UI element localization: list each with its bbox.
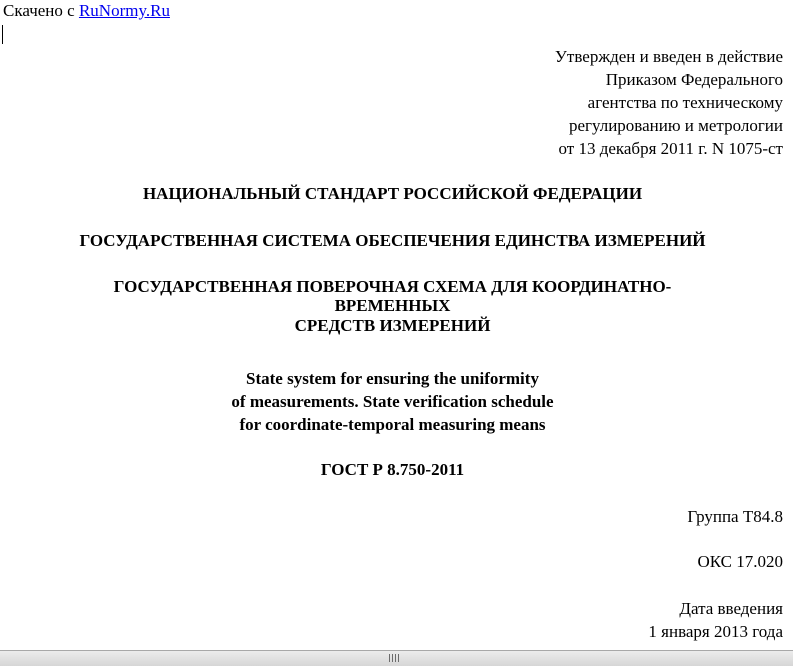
english-title — [0, 367, 785, 436]
english-title-line: State system for ensuring the uniformity — [246, 369, 539, 388]
scroll-grip-icon[interactable] — [389, 654, 399, 662]
schedule-title-line: ВРЕМЕННЫХ — [334, 296, 451, 315]
horizontal-scrollbar[interactable] — [0, 650, 793, 666]
source-link[interactable]: RuNormy.Ru — [78, 1, 170, 20]
state-system-heading: ГОСУДАРСТВЕННАЯ СИСТЕМА ОБЕСПЕЧЕНИЯ ЕДИНСТВА ИЗМЕРЕНИЙ — [79, 231, 706, 250]
group-code: Группа Т84.8 — [687, 507, 783, 526]
intro-date-block — [648, 597, 783, 643]
english-title-line: of measurements. State verification schedule — [231, 392, 554, 411]
national-standard-heading: НАЦИОНАЛЬНЫЙ СТАНДАРТ РОССИЙСКОЙ ФЕДЕРАЦИИ — [142, 184, 643, 203]
approval-line: агентства по техническому — [587, 93, 783, 112]
text-cursor — [2, 25, 3, 44]
schedule-title-line: ГОСУДАРСТВЕННАЯ ПОВЕРОЧНАЯ СХЕМА ДЛЯ КООРДИНАТНО- — [113, 277, 672, 296]
intro-date-value: 1 января 2013 года — [648, 622, 783, 641]
english-title-line: for coordinate-temporal measuring means — [239, 415, 546, 434]
approval-line: от 13 декабря 2011 г. N 1075-ст — [558, 139, 783, 158]
gost-number: ГОСТ Р 8.750-2011 — [320, 460, 465, 479]
intro-date-label: Дата введения — [679, 599, 783, 618]
approval-line: регулированию и метрологии — [568, 116, 783, 135]
schedule-title-heading — [0, 275, 785, 337]
schedule-title-line: СРЕДСТВ ИЗМЕРЕНИЙ — [294, 316, 491, 335]
approval-block — [555, 45, 783, 160]
approval-line: Утвержден и введен в действие — [554, 47, 783, 66]
source-prefix: Скачено с — [3, 1, 79, 20]
approval-line: Приказом Федерального — [605, 70, 783, 89]
oks-code: ОКС 17.020 — [697, 552, 783, 571]
source-line — [3, 1, 170, 21]
